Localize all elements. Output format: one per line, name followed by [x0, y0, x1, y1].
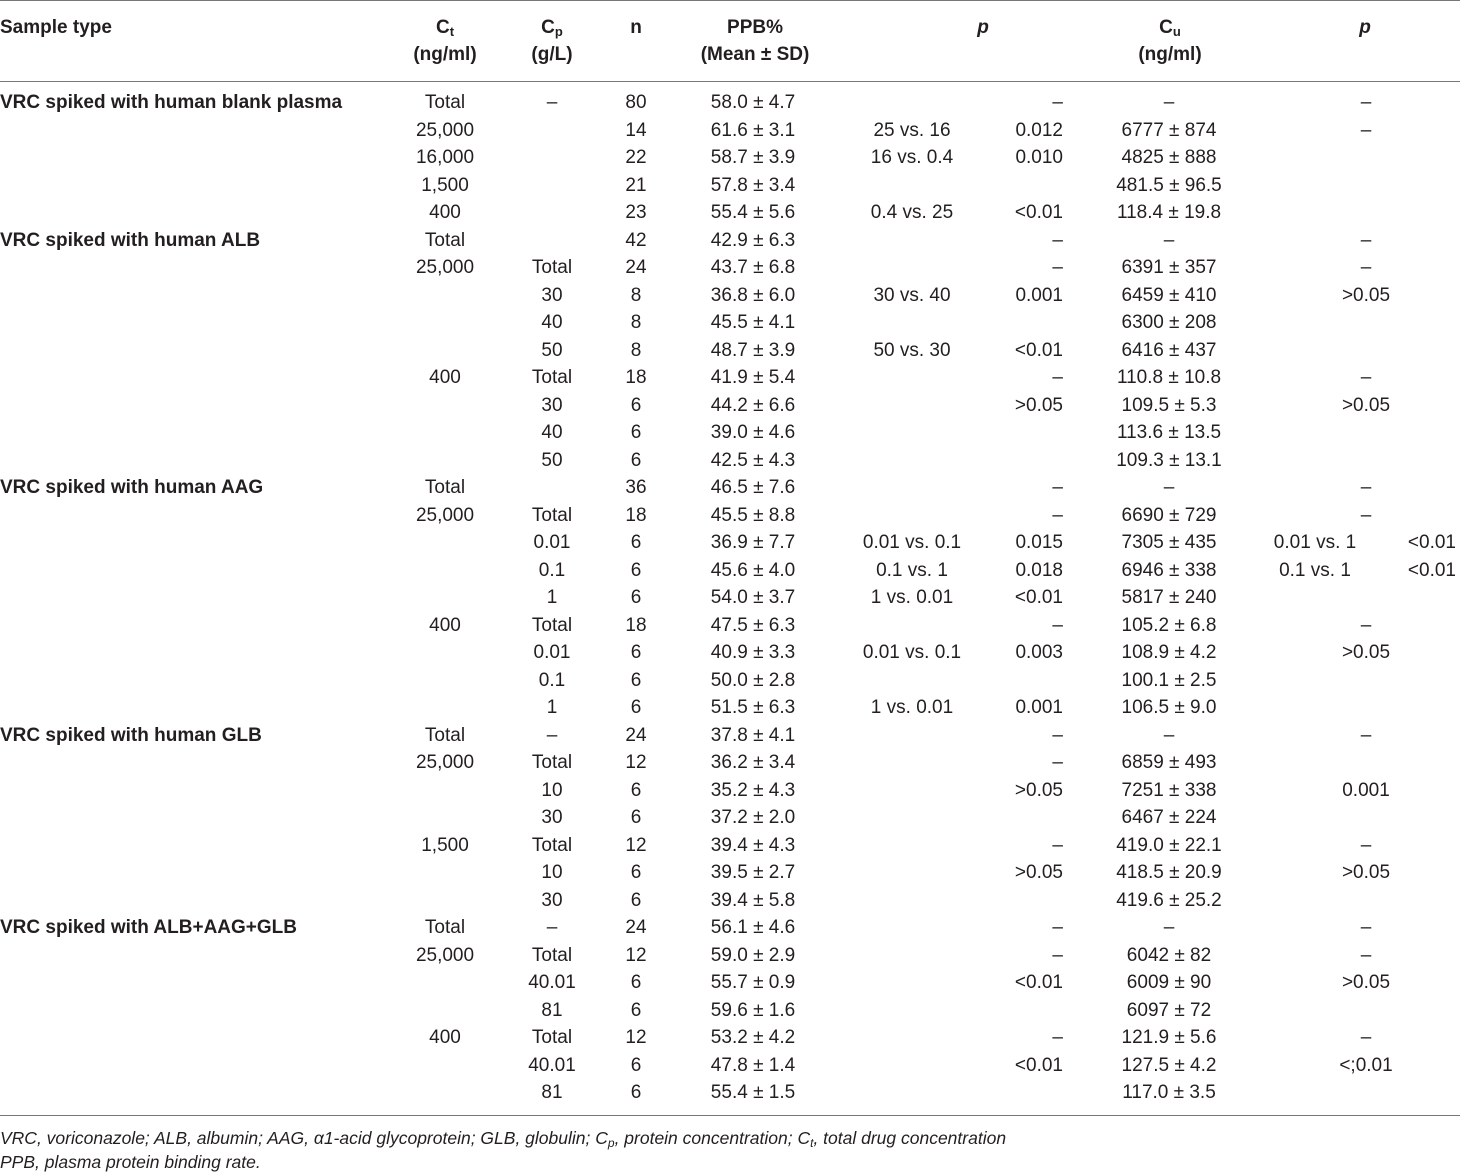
cell-p1: – [1052, 92, 1063, 113]
cell-ppb: 46.5 ± 7.6 [710, 477, 796, 498]
table-row [0, 777, 1460, 805]
footnote-ppb: PPB, plasma protein binding rate. [0, 1152, 261, 1172]
cell-p2: <;0.01 [1339, 1054, 1393, 1076]
cell-cp: 40 [541, 312, 563, 333]
cell-ct: 25,000 [415, 504, 475, 526]
cell-p2: – [1360, 257, 1372, 278]
cell-n: 22 [625, 147, 647, 168]
cell-cu: 108.9 ± 4.2 [1121, 642, 1217, 663]
cell-ct: Total [424, 724, 466, 746]
cell-n: 6 [630, 779, 642, 801]
cell-cp: Total [531, 1027, 573, 1048]
cell-comparison-2: 0.01 vs. 1 [1273, 532, 1357, 553]
cell-cu: 6300 ± 208 [1121, 312, 1217, 333]
cell-ct: 400 [429, 367, 461, 388]
cell-cp: 81 [541, 1082, 563, 1103]
cell-p2: – [1360, 92, 1372, 113]
cell-cu: 419.0 ± 22.1 [1116, 834, 1222, 856]
table-row [0, 887, 1460, 915]
top-rule [0, 0, 1460, 1]
cell-cu: – [1163, 477, 1175, 498]
cell-cp: – [546, 724, 558, 746]
cell-cu: 6097 ± 72 [1126, 999, 1212, 1021]
cell-ct: Total [424, 92, 466, 113]
cell-cp: Total [531, 944, 573, 966]
cell-cp: 10 [541, 779, 563, 801]
cell-cu: 127.5 ± 4.2 [1121, 1054, 1217, 1076]
cell-ppb: 45.5 ± 8.8 [710, 504, 796, 526]
cell-cu: 6859 ± 493 [1121, 752, 1217, 773]
cell-cu: 6009 ± 90 [1126, 972, 1212, 993]
cell-p1: 0.015 [1015, 532, 1063, 553]
cell-ppb: 51.5 ± 6.3 [710, 697, 796, 718]
table-row [0, 722, 1460, 750]
cell-p1: >0.05 [1014, 779, 1063, 801]
cell-n: 6 [630, 559, 642, 581]
cell-cp: 30 [541, 284, 563, 306]
cell-ppb: 56.1 ± 4.6 [710, 917, 796, 938]
cell-ppb: 43.7 ± 6.8 [710, 257, 796, 278]
cell-cp: Total [531, 752, 573, 773]
cell-cu: 105.2 ± 6.8 [1121, 614, 1217, 636]
table-row [0, 942, 1460, 970]
cell-cp: 81 [541, 999, 563, 1021]
cell-ppb: 47.5 ± 6.3 [710, 614, 796, 636]
cell-ppb: 45.6 ± 4.0 [710, 559, 796, 581]
header-n: n [630, 17, 642, 38]
cell-n: 18 [625, 367, 647, 388]
cell-n: 18 [625, 614, 647, 636]
cell-p1: >0.05 [1014, 862, 1063, 883]
cell-sample-type: VRC spiked with human ALB [0, 229, 261, 251]
cell-n: 18 [625, 504, 647, 526]
cell-p1: – [1052, 614, 1063, 636]
cell-ppb: 41.9 ± 5.4 [710, 367, 796, 388]
cell-ct: 1,500 [421, 834, 469, 856]
cell-p1: <0.01 [1014, 1054, 1063, 1076]
cell-cu: 109.3 ± 13.1 [1116, 449, 1222, 471]
table-row [0, 419, 1460, 447]
table-row [0, 969, 1460, 997]
cell-cp: 30 [541, 889, 563, 911]
cell-p2: <0.01 [1407, 559, 1456, 581]
bottom-rule [0, 1115, 1460, 1116]
cell-comparison-2: 0.1 vs. 1 [1279, 559, 1351, 581]
table-row [0, 117, 1460, 145]
cell-n: 6 [630, 862, 642, 883]
cell-ct: 25,000 [415, 752, 475, 773]
header-cu: $C_u$ (ng/ml) [1138, 17, 1202, 65]
cell-cp: 0.1 [538, 669, 566, 691]
cell-ct: 16,000 [415, 147, 475, 168]
table-row [0, 804, 1460, 832]
cell-cu: 4825 ± 888 [1121, 147, 1217, 168]
cell-comparison-1: 0.1 vs. 1 [876, 559, 948, 581]
cell-p2: – [1360, 614, 1372, 636]
cell-p2: <0.01 [1407, 532, 1456, 553]
cell-ppb: 59.6 ± 1.6 [710, 999, 796, 1021]
cell-cu: 6391 ± 357 [1121, 257, 1217, 278]
cell-p2: – [1360, 944, 1372, 966]
cell-cp: – [546, 917, 558, 938]
footnote-abbreviations: VRC, voriconazole; ALB, albumin; AAG, α1-acid glycoprotein; GLB, globulin; $C_p$, protein concentration; $C_t$, total drug concentration [0, 1128, 1007, 1150]
cell-cp: Total [531, 834, 573, 856]
cell-cu: 6416 ± 437 [1121, 339, 1217, 361]
cell-n: 6 [630, 669, 642, 691]
cell-cu: – [1163, 92, 1175, 113]
cell-cu: 6777 ± 874 [1121, 119, 1217, 141]
cell-n: 12 [625, 944, 647, 966]
header-rule [0, 81, 1460, 82]
cell-ppb: 48.7 ± 3.9 [710, 339, 796, 361]
cell-cu: 5817 ± 240 [1121, 587, 1217, 608]
cell-ct: Total [424, 917, 466, 938]
cell-ppb: 40.9 ± 3.3 [710, 642, 796, 663]
cell-n: 6 [630, 422, 642, 443]
cell-p1: – [1052, 917, 1063, 938]
cell-n: 6 [630, 394, 642, 416]
cell-ppb: 45.5 ± 4.1 [710, 312, 796, 333]
cell-cu: 418.5 ± 20.9 [1116, 862, 1222, 883]
cell-p1: >0.05 [1014, 394, 1063, 416]
cell-cu: 121.9 ± 5.6 [1121, 1027, 1217, 1048]
cell-cp: 30 [541, 394, 563, 416]
cell-n: 8 [630, 339, 642, 361]
table-row [0, 667, 1460, 695]
cell-cp: 40 [541, 422, 563, 443]
header-ppb: PPB% (Mean ± SD) [700, 17, 810, 65]
table-row [0, 474, 1460, 502]
cell-p2: – [1360, 367, 1372, 388]
cell-ppb: 39.5 ± 2.7 [710, 862, 796, 883]
cell-n: 6 [630, 1054, 642, 1076]
cell-p1: <0.01 [1014, 202, 1063, 223]
cell-n: 14 [625, 119, 647, 141]
table-row [0, 172, 1460, 200]
cell-p1: <0.01 [1014, 972, 1063, 993]
table-row [0, 529, 1460, 557]
cell-sample-type: VRC spiked with human GLB [0, 724, 262, 746]
cell-cu: 7251 ± 338 [1121, 779, 1217, 801]
header-ct: $C_t$ (ng/ml) [413, 17, 477, 65]
cell-ppb: 39.0 ± 4.6 [710, 422, 796, 443]
table-row [0, 254, 1460, 282]
cell-cu: 117.0 ± 3.5 [1122, 1082, 1216, 1103]
table-row [0, 364, 1460, 392]
cell-cu: 6042 ± 82 [1126, 944, 1212, 966]
cell-cu: 6690 ± 729 [1121, 504, 1217, 526]
cell-p1: 0.018 [1015, 559, 1063, 581]
cell-p2: – [1360, 1027, 1372, 1048]
table-row [0, 144, 1460, 172]
cell-ct: 25,000 [415, 944, 475, 966]
cell-comparison-1: 1 vs. 0.01 [870, 587, 954, 608]
cell-cp: Total [531, 367, 573, 388]
cell-cp: 0.01 [533, 532, 571, 553]
cell-comparison-1: 1 vs. 0.01 [870, 697, 954, 718]
header-p1: p [977, 17, 989, 38]
cell-ct: 400 [429, 202, 461, 223]
cell-ct: 25,000 [415, 119, 475, 141]
cell-n: 6 [630, 532, 642, 553]
header-sample-type: Sample type [0, 17, 112, 38]
cell-ppb: 36.2 ± 3.4 [710, 752, 796, 773]
cell-n: 23 [625, 202, 647, 223]
cell-p1: 0.003 [1015, 642, 1063, 663]
cell-p1: 0.012 [1015, 119, 1063, 141]
cell-ppb: 50.0 ± 2.8 [710, 669, 796, 691]
cell-cp: 40.01 [528, 1054, 576, 1076]
cell-cp: Total [531, 257, 573, 278]
cell-n: 21 [625, 174, 647, 196]
cell-p2: >0.05 [1341, 862, 1391, 883]
cell-ct: 400 [429, 1027, 461, 1048]
cell-comparison-1: 30 vs. 40 [873, 284, 951, 306]
cell-cp: 40.01 [528, 972, 576, 993]
cell-ppb: 55.4 ± 5.6 [710, 202, 796, 223]
cell-sample-type: VRC spiked with human AAG [0, 477, 264, 498]
cell-p2: – [1360, 917, 1372, 938]
cell-ct: 25,000 [415, 257, 475, 278]
cell-ppb: 37.2 ± 2.0 [710, 807, 796, 828]
cell-cp: 10 [541, 862, 563, 883]
cell-cu: – [1163, 917, 1175, 938]
table-row [0, 859, 1460, 887]
cell-ppb: 39.4 ± 5.8 [710, 889, 796, 911]
cell-n: 6 [630, 697, 642, 718]
cell-cu: – [1163, 229, 1175, 251]
cell-n: 6 [630, 1082, 642, 1103]
cell-ct: Total [424, 229, 466, 251]
cell-cu: 110.8 ± 10.8 [1116, 367, 1222, 388]
cell-n: 24 [625, 257, 647, 278]
cell-p1: <0.01 [1014, 587, 1063, 608]
table-row [0, 832, 1460, 860]
table-row [0, 447, 1460, 475]
cell-cu: 118.4 ± 19.8 [1116, 202, 1222, 223]
cell-ppb: 54.0 ± 3.7 [710, 587, 796, 608]
cell-n: 12 [625, 834, 647, 856]
cell-p1: <0.01 [1014, 339, 1063, 361]
table-row [0, 502, 1460, 530]
cell-p1: – [1052, 257, 1063, 278]
cell-ppb: 37.8 ± 4.1 [710, 724, 796, 746]
cell-p2: >0.05 [1341, 642, 1391, 663]
cell-p1: 0.010 [1015, 147, 1063, 168]
cell-ppb: 42.9 ± 6.3 [710, 229, 796, 251]
cell-n: 6 [630, 972, 642, 993]
cell-cp: 50 [541, 449, 563, 471]
cell-cp: 30 [541, 807, 563, 828]
cell-n: 24 [625, 724, 647, 746]
cell-sample-type: VRC spiked with ALB+AAG+GLB [0, 917, 297, 938]
cell-ppb: 61.6 ± 3.1 [710, 119, 796, 141]
cell-n: 6 [630, 889, 642, 911]
cell-n: 6 [630, 807, 642, 828]
cell-cu: 100.1 ± 2.5 [1121, 669, 1217, 691]
cell-ppb: 55.4 ± 1.5 [710, 1082, 796, 1103]
cell-n: 6 [630, 449, 642, 471]
table-row [0, 557, 1460, 585]
cell-p1: 0.001 [1015, 697, 1063, 718]
cell-p1: – [1052, 944, 1063, 966]
table-row [0, 612, 1460, 640]
cell-ppb: 58.7 ± 3.9 [710, 147, 796, 168]
cell-ppb: 44.2 ± 6.6 [710, 394, 796, 416]
cell-ppb: 35.2 ± 4.3 [710, 779, 796, 801]
cell-cp: 50 [541, 339, 563, 361]
table-row [0, 199, 1460, 227]
cell-comparison-1: 0.4 vs. 25 [870, 202, 954, 223]
cell-ppb: 55.7 ± 0.9 [710, 972, 796, 993]
cell-cu: 419.6 ± 25.2 [1116, 889, 1222, 911]
cell-cp: Total [531, 504, 573, 526]
cell-ppb: 36.8 ± 6.0 [710, 284, 796, 306]
cell-cu: 6946 ± 338 [1121, 559, 1217, 581]
cell-comparison-1: 50 vs. 30 [873, 339, 951, 361]
cell-comparison-1: 0.01 vs. 0.1 [862, 642, 962, 663]
cell-ct: Total [424, 477, 466, 498]
cell-p2: – [1360, 119, 1372, 141]
table-row [0, 639, 1460, 667]
cell-cp: 1 [546, 587, 558, 608]
table-row [0, 1079, 1460, 1107]
cell-n: 80 [625, 92, 647, 113]
cell-cu: 106.5 ± 9.0 [1121, 697, 1217, 718]
cell-p1: – [1052, 477, 1063, 498]
table-row [0, 694, 1460, 722]
cell-cp: 1 [546, 697, 558, 718]
table-row [0, 282, 1460, 310]
cell-ct: 400 [429, 614, 461, 636]
cell-p1: – [1052, 834, 1063, 856]
cell-p2: >0.05 [1341, 394, 1391, 416]
table-row [0, 337, 1460, 365]
cell-ppb: 57.8 ± 3.4 [710, 174, 796, 196]
table-row [0, 227, 1460, 255]
header-p2: p [1359, 17, 1371, 38]
table-row [0, 1052, 1460, 1080]
cell-n: 6 [630, 587, 642, 608]
table-row [0, 914, 1460, 942]
cell-n: 6 [630, 999, 642, 1021]
cell-comparison-1: 25 vs. 16 [873, 119, 951, 141]
cell-p1: – [1052, 229, 1063, 251]
cell-ppb: 58.0 ± 4.7 [710, 92, 796, 113]
cell-sample-type: VRC spiked with human blank plasma [0, 92, 343, 113]
header-cp: $C_p$ (g/L) [531, 17, 573, 65]
cell-cu: 113.6 ± 13.5 [1116, 422, 1222, 443]
cell-p1: – [1052, 367, 1063, 388]
cell-p1: – [1052, 724, 1063, 746]
cell-cu: 7305 ± 435 [1121, 532, 1217, 553]
cell-n: 36 [625, 477, 647, 498]
table-row [0, 584, 1460, 612]
cell-n: 8 [630, 284, 642, 306]
cell-p2: – [1360, 477, 1372, 498]
cell-n: 42 [625, 229, 647, 251]
cell-p2: 0.001 [1342, 779, 1390, 801]
cell-ppb: 47.8 ± 1.4 [710, 1054, 796, 1076]
cell-ppb: 42.5 ± 4.3 [710, 449, 796, 471]
table-row [0, 997, 1460, 1025]
cell-p2: – [1360, 724, 1372, 746]
cell-comparison-1: 16 vs. 0.4 [870, 147, 954, 168]
table-row [0, 309, 1460, 337]
cell-p2: – [1360, 229, 1372, 251]
table-row [0, 1024, 1460, 1052]
cell-n: 6 [630, 642, 642, 663]
cell-p2: >0.05 [1341, 972, 1391, 993]
cell-ppb: 39.4 ± 4.3 [710, 834, 796, 856]
cell-ppb: 59.0 ± 2.9 [710, 944, 796, 966]
cell-p2: – [1360, 834, 1372, 856]
cell-p2: – [1360, 504, 1372, 526]
cell-cp: 0.01 [533, 642, 571, 663]
table-row [0, 392, 1460, 420]
cell-ct: 1,500 [421, 174, 469, 196]
cell-ppb: 36.9 ± 7.7 [710, 532, 796, 553]
cell-cu: 6459 ± 410 [1121, 284, 1217, 306]
table-row [0, 89, 1460, 117]
cell-cp: Total [531, 614, 573, 636]
cell-comparison-1: 0.01 vs. 0.1 [862, 532, 962, 553]
cell-n: 12 [625, 1027, 647, 1048]
cell-n: 24 [625, 917, 647, 938]
cell-cu: 109.5 ± 5.3 [1121, 394, 1217, 416]
cell-cu: 6467 ± 224 [1121, 807, 1217, 828]
cell-p1: 0.001 [1015, 284, 1063, 306]
cell-p1: – [1052, 1027, 1063, 1048]
cell-n: 12 [625, 752, 647, 773]
cell-p1: – [1052, 504, 1063, 526]
cell-cp: – [546, 92, 558, 113]
cell-cp: 0.1 [538, 559, 566, 581]
table-row [0, 749, 1460, 777]
cell-p2: >0.05 [1341, 284, 1391, 306]
cell-cu: 481.5 ± 96.5 [1116, 174, 1222, 196]
cell-n: 8 [630, 312, 642, 333]
cell-ppb: 53.2 ± 4.2 [710, 1027, 796, 1048]
cell-p1: – [1052, 752, 1063, 773]
cell-cu: – [1163, 724, 1175, 746]
